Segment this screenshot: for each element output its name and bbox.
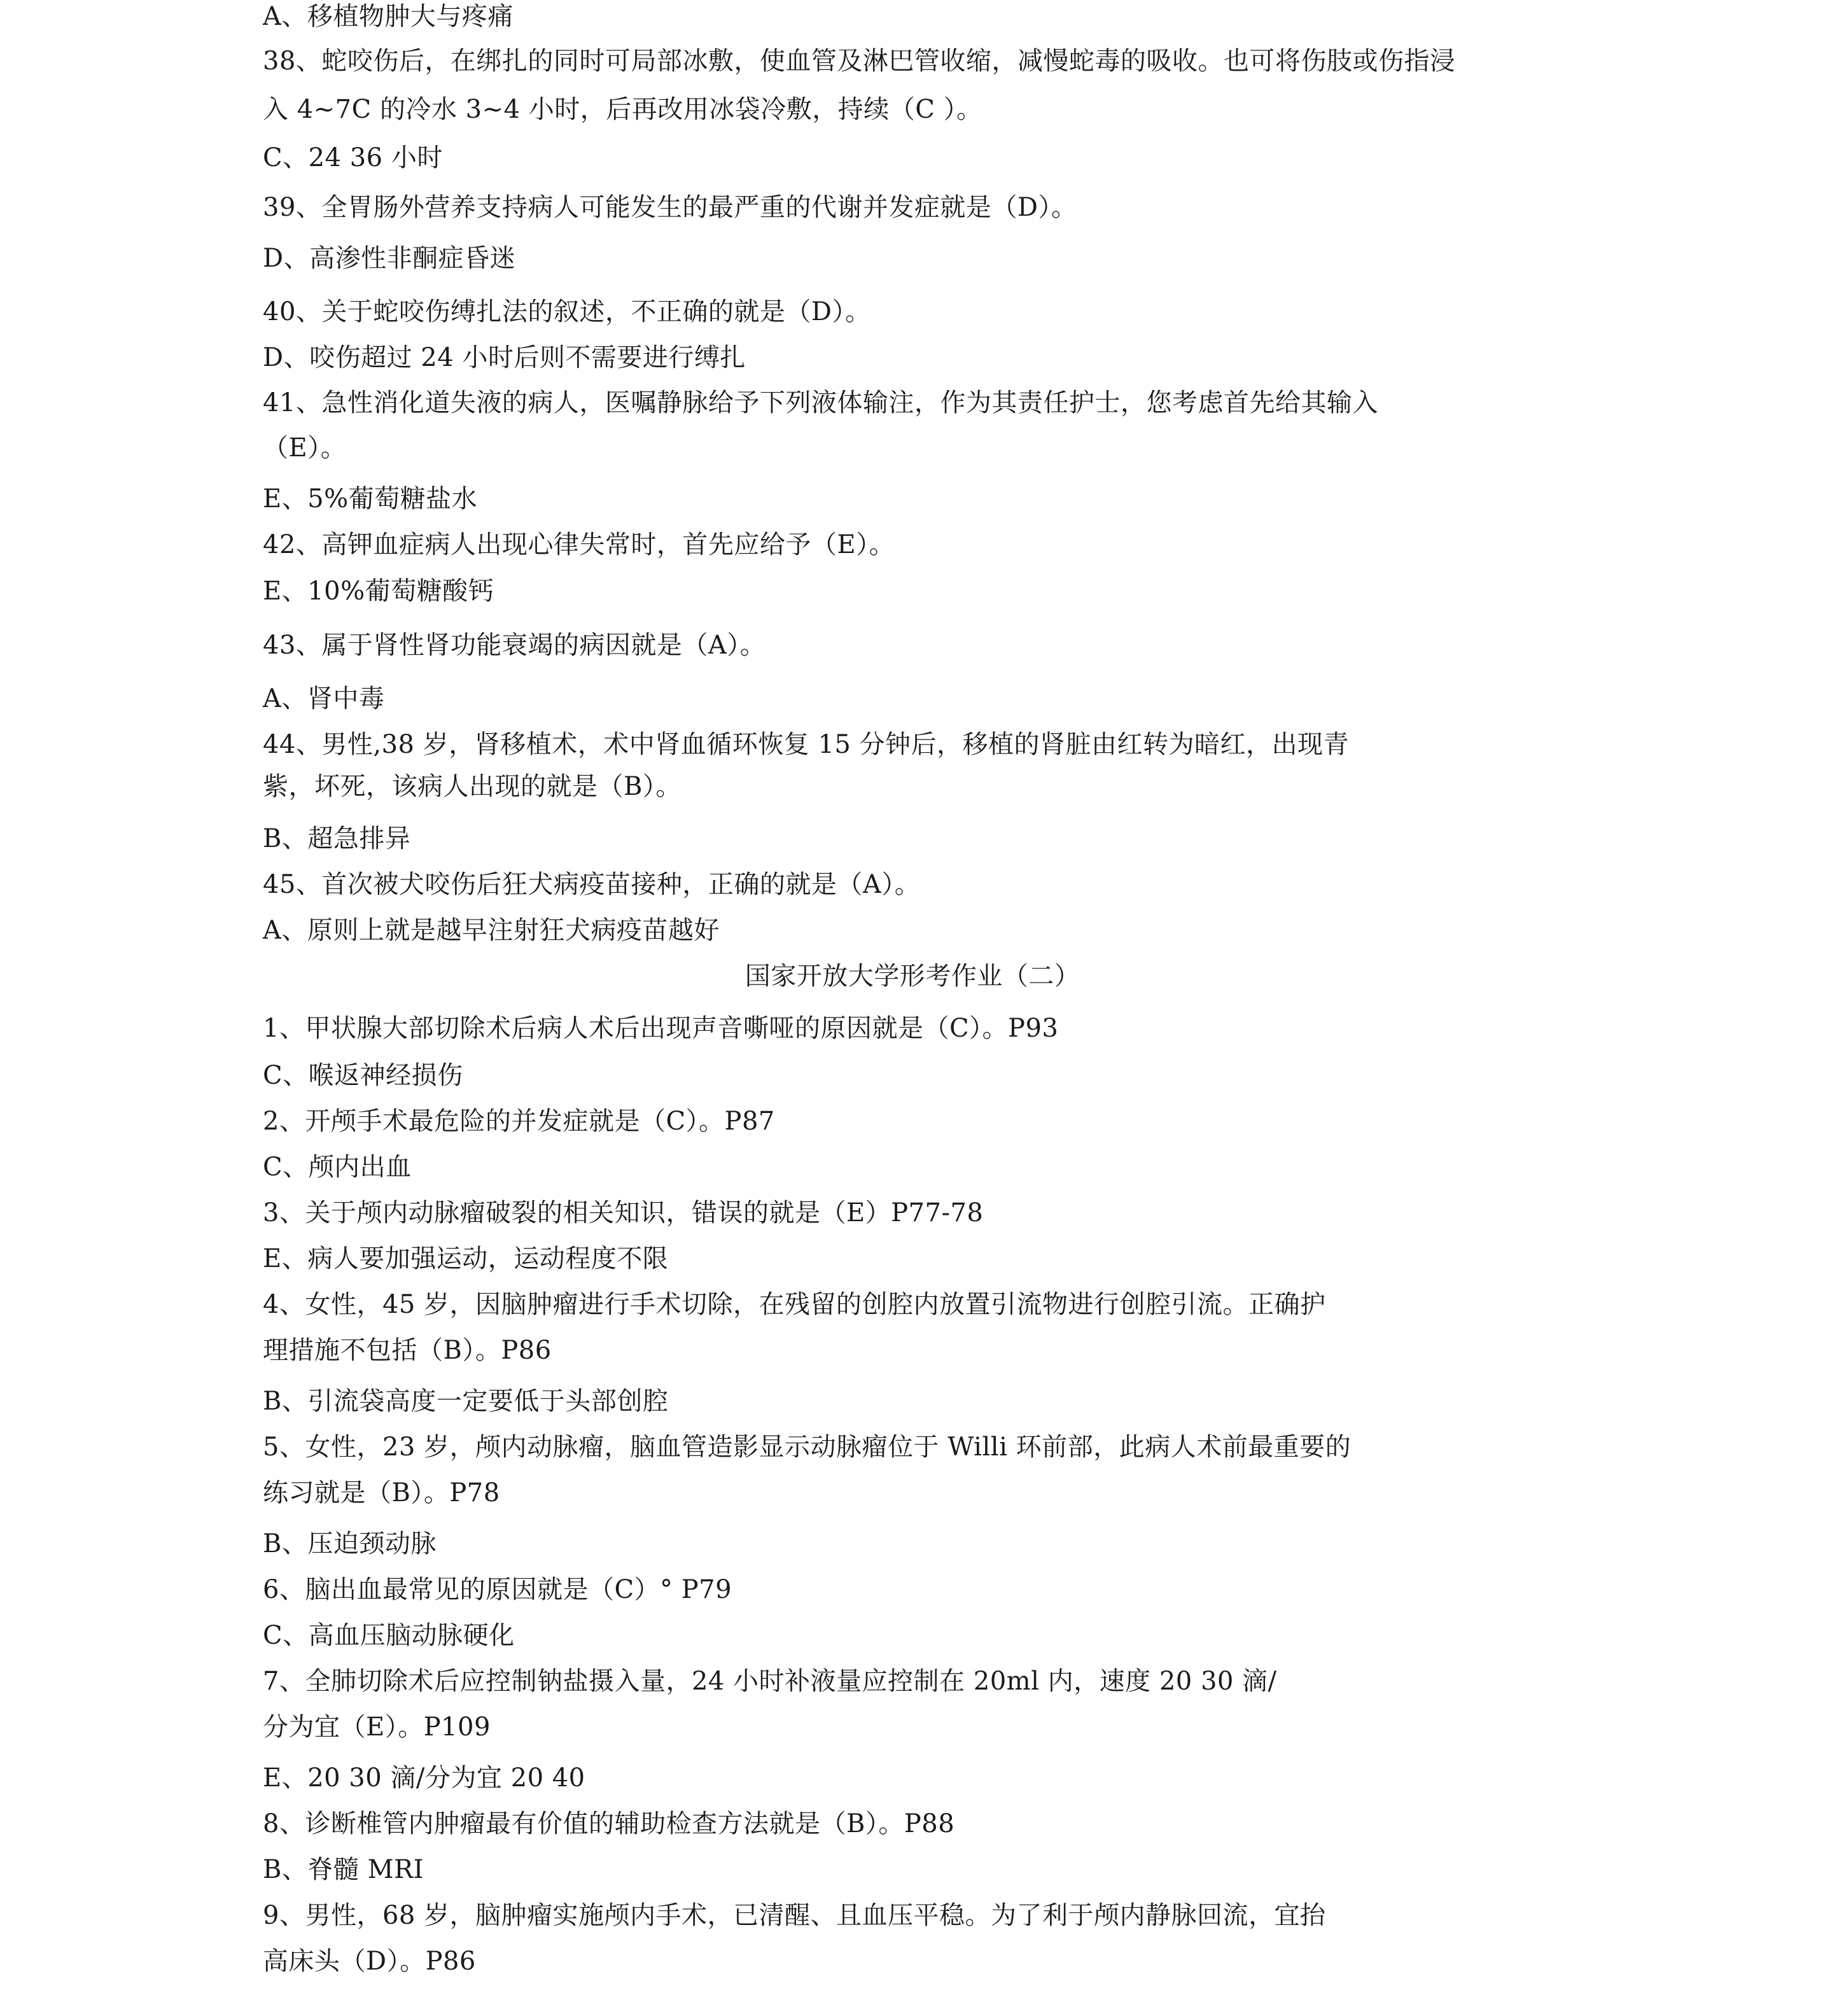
question-line: 40、关于蛇咬伤缚扎法的叙述，不正确的就是（D）。: [263, 297, 871, 326]
question-line: 39、全胃肠外营养支持病人可能发生的最严重的代谢并发症就是（D）。: [263, 193, 1077, 222]
answer-line: C、颅内出血: [263, 1152, 412, 1182]
answer-line: B、压迫颈动脉: [263, 1529, 437, 1558]
answer-line: A、原则上就是越早注射狂犬病疫苗越好: [263, 916, 720, 945]
answer-line: A、移植物肿大与疼痛: [263, 2, 514, 31]
question-line: 2、开颅手术最危险的并发症就是（C）。P87: [263, 1107, 775, 1136]
question-line: 44、男性,38 岁，肾移植术，术中肾血循环恢复 15 分钟后，移植的肾脏由红转为暗红，出现青: [263, 730, 1350, 759]
question-line: 分为宜（E）。P109: [263, 1712, 491, 1742]
answer-line: C、喉返神经损伤: [263, 1061, 463, 1090]
question-line: 38、蛇咬伤后，在绑扎的同时可局部冰敷，使血管及淋巴管收缩，减慢蛇毒的吸收。也可将伤肢或伤指浸: [263, 46, 1456, 76]
question-line: 42、高钾血症病人出现心律失常时，首先应给予（E）。: [263, 530, 895, 559]
question-line: 入 4~7C 的冷水 3~4 小时，后再改用冰袋冷敷，持续（C ）。: [263, 95, 982, 124]
question-line: 理措施不包括（B）。P86: [263, 1336, 552, 1365]
answer-line: D、高渗性非酮症昏迷: [263, 244, 516, 273]
question-line: 5、女性，23 岁，颅内动脉瘤，脑血管造影显示动脉瘤位于 Willi 环前部，此病人术前最重要的: [263, 1432, 1352, 1462]
answer-line: D、咬伤超过 24 小时后则不需要进行缚扎: [263, 343, 746, 372]
question-line: 7、全肺切除术后应控制钠盐摄入量，24 小时补液量应控制在 20ml 内，速度 20 30 滴/: [263, 1667, 1277, 1696]
answer-line: A、肾中毒: [263, 684, 385, 713]
question-line: 练习就是（B）。P78: [263, 1478, 500, 1508]
question-line: 9、男性，68 岁，脑肿瘤实施颅内手术，已清醒、且血压平稳。为了利于颅内静脉回流，宜抬: [263, 1901, 1326, 1930]
answer-line: C、24 36 小时: [263, 143, 443, 172]
question-line: 8、诊断椎管内肿瘤最有价值的辅助检查方法就是（B）。P88: [263, 1809, 955, 1838]
answer-line: C、高血压脑动脉硬化: [263, 1621, 515, 1650]
answer-line: E、10%葡萄糖酸钙: [263, 577, 494, 606]
answer-line: E、5%葡萄糖盐水: [263, 484, 478, 514]
answer-line: E、20 30 滴/分为宜 20 40: [263, 1763, 585, 1793]
question-line: （E）。: [263, 433, 347, 463]
question-line: 紫，坏死，该病人出现的就是（B）。: [263, 772, 682, 801]
question-line: 1、甲状腺大部切除术后病人术后出现声音嘶哑的原因就是（C）。P93: [263, 1014, 1059, 1043]
question-line: 41、急性消化道失液的病人，医嘱静脉给予下列液体输注，作为其责任护士，您考虑首先给其输入: [263, 388, 1378, 417]
question-line: 6、脑出血最常见的原因就是（C）° P79: [263, 1575, 732, 1604]
question-line: 4、女性，45 岁，因脑肿瘤进行手术切除，在残留的创腔内放置引流物进行创腔引流。正确护: [263, 1290, 1326, 1319]
question-line: 45、首次被犬咬伤后狂犬病疫苗接种，正确的就是（A）。: [263, 870, 921, 899]
question-line: 3、关于颅内动脉瘤破裂的相关知识，错误的就是（E）P77-78: [263, 1198, 984, 1228]
question-line: 高床头（D）。P86: [263, 1947, 476, 1976]
section-title: 国家开放大学形考作业（二）: [745, 962, 1080, 991]
answer-line: B、引流袋高度一定要低于头部创腔: [263, 1387, 669, 1416]
answer-line: E、病人要加强运动，运动程度不限: [263, 1244, 669, 1273]
question-line: 43、属于肾性肾功能衰竭的病因就是（A）。: [263, 631, 766, 660]
answer-line: B、超急排异: [263, 824, 411, 853]
answer-line: B、脊髓 MRI: [263, 1855, 424, 1884]
